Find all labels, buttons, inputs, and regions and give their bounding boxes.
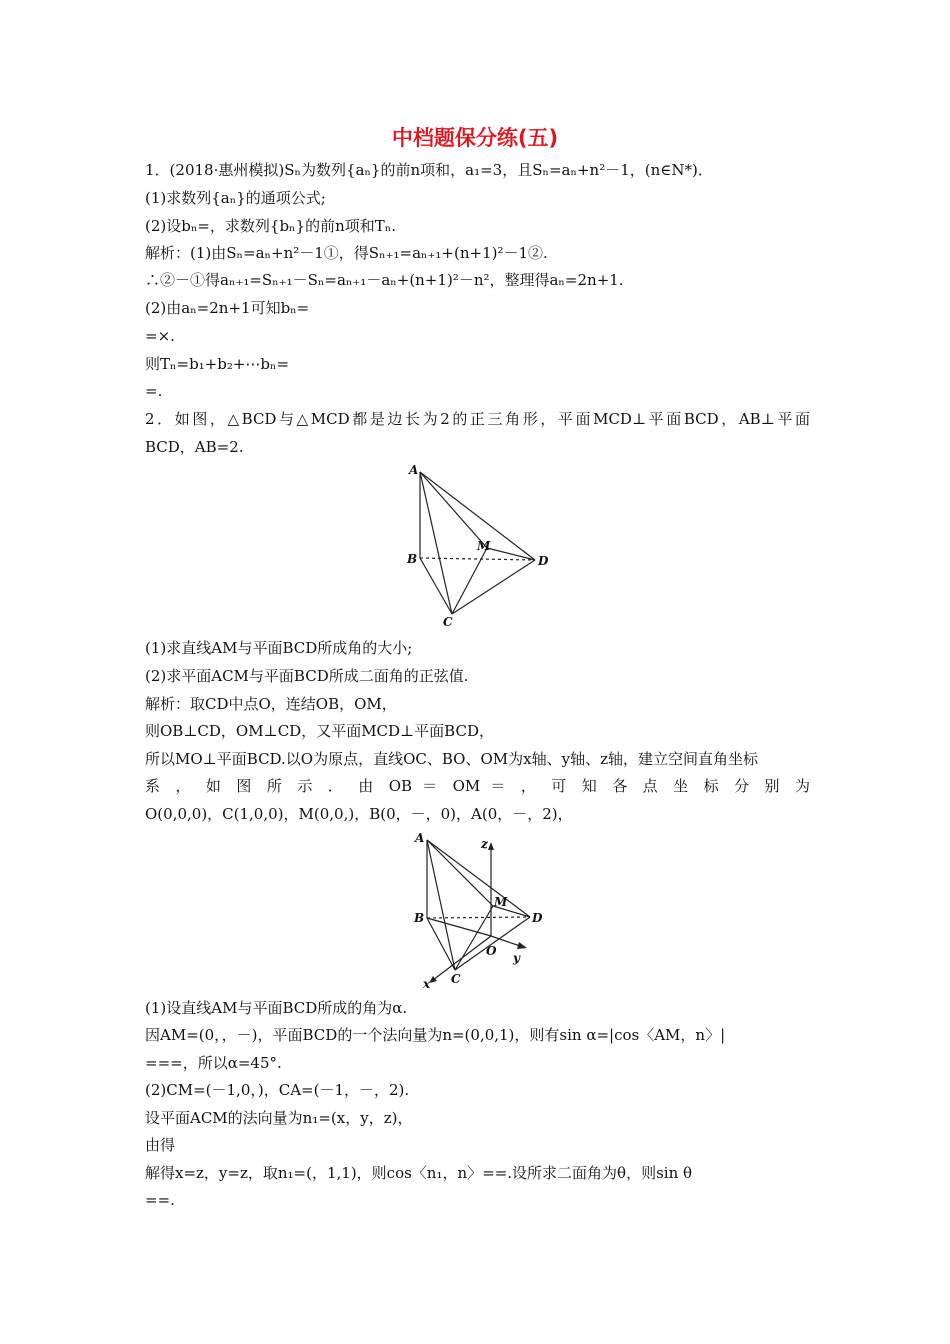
axis-label-y: y	[513, 951, 520, 965]
problem-1-statement: 1．(2018·惠州模拟)Sₙ为数列{aₙ}的前n项和，a₁=3，且Sₙ=aₙ+n²－1，(n∈N*)．	[145, 161, 713, 179]
solution-2-line: 系 ， 如 图 所 示 ． 由 OB ＝ OM ＝ ， 可 知 各 点 坐 标 分 别 为	[145, 777, 810, 795]
solution-1-line: =×.	[145, 327, 175, 345]
problem-1-part-2: (2)设bₙ=，求数列{bₙ}的前n项和Tₙ.	[145, 217, 397, 235]
solution-2-line: 则OB⊥CD，OM⊥CD，又平面MCD⊥平面BCD，	[145, 722, 494, 740]
solution-1-line: (2)由aₙ=2n+1可知bₙ=	[145, 299, 310, 317]
page-title: 中档题保分练(五)	[391, 126, 559, 150]
solution-1-line: 则Tₙ=b₁+b₂+⋯bₙ=	[145, 355, 290, 373]
solution-2-line: 由得	[145, 1136, 176, 1154]
solution-2-line: 所以MO⊥平面BCD.以O为原点，直线OC、BO、OM为x轴、y轴、z轴，建立空间直角坐标	[145, 750, 758, 768]
origin-label-o: O	[486, 944, 497, 958]
solution-2-part-1: (1)设直线AM与平面BCD所成的角为α.	[145, 999, 408, 1017]
vertex-label-c: C	[443, 615, 453, 629]
axis-label-x: x	[423, 977, 431, 990]
solution-1-line: =.	[145, 382, 163, 400]
solution-2-part-2: (2)CM=(－1,0，)，CA=(－1，－，2).	[145, 1081, 410, 1099]
solution-1-line: ∴②－①得aₙ₊₁=Sₙ₊₁－Sₙ=aₙ₊₁－aₙ+(n+1)²－n²，整理得aₙ=2n+1.	[145, 271, 624, 289]
solution-1-line: 解析：(1)由Sₙ=aₙ+n²－1①，得Sₙ₊₁=aₙ₊₁+(n+1)²－1②.	[145, 244, 548, 262]
solution-2-line: 设平面ACM的法向量为n₁=(x，y，z)，	[145, 1109, 413, 1127]
solution-2-line: 解得x=z，y=z，取n₁=(，1,1)，则cos〈n₁，n〉==.设所求二面角为θ，则sin θ	[145, 1164, 693, 1182]
vertex-label-m: M	[494, 895, 508, 909]
solution-2-line: 解析：取CD中点O，连结OB，OM，	[145, 695, 397, 713]
solution-2-line: 因AM=(0，，－)，平面BCD的一个法向量为n=(0,0,1)，则有sin α=|cos〈AM，n〉|	[145, 1026, 726, 1044]
problem-2-part-1: (1)求直线AM与平面BCD所成角的大小;	[145, 639, 413, 657]
problem-1-part-1: (1)求数列{aₙ}的通项公式;	[145, 189, 326, 207]
solution-2-line: ===，所以α=45°.	[145, 1054, 282, 1072]
vertex-label-m: M	[477, 539, 491, 553]
vertex-label-a: A	[409, 463, 419, 477]
tetrahedron-figure	[395, 462, 555, 630]
vertex-label-b: B	[414, 911, 425, 925]
solution-2-coordinates: O(0,0,0)，C(1,0,0)，M(0,0,)，B(0，－，0)，A(0，－，2)，	[145, 805, 573, 823]
vertex-label-d: D	[532, 911, 543, 925]
problem-2-statement-cont: BCD，AB=2.	[145, 438, 244, 456]
vertex-label-a: A	[415, 831, 425, 845]
coordinate-system-figure	[405, 830, 555, 990]
vertex-label-c: C	[451, 972, 461, 986]
vertex-label-d: D	[538, 554, 549, 568]
solution-2-line: ==.	[145, 1191, 175, 1209]
problem-2-statement: 2．如图，△BCD与△MCD都是边长为2的正三角形，平面MCD⊥平面BCD，AB⊥平面	[145, 410, 810, 428]
axis-label-z: z	[481, 837, 488, 851]
vertex-label-b: B	[407, 552, 418, 566]
problem-2-part-2: (2)求平面ACM与平面BCD所成二面角的正弦值.	[145, 667, 469, 685]
